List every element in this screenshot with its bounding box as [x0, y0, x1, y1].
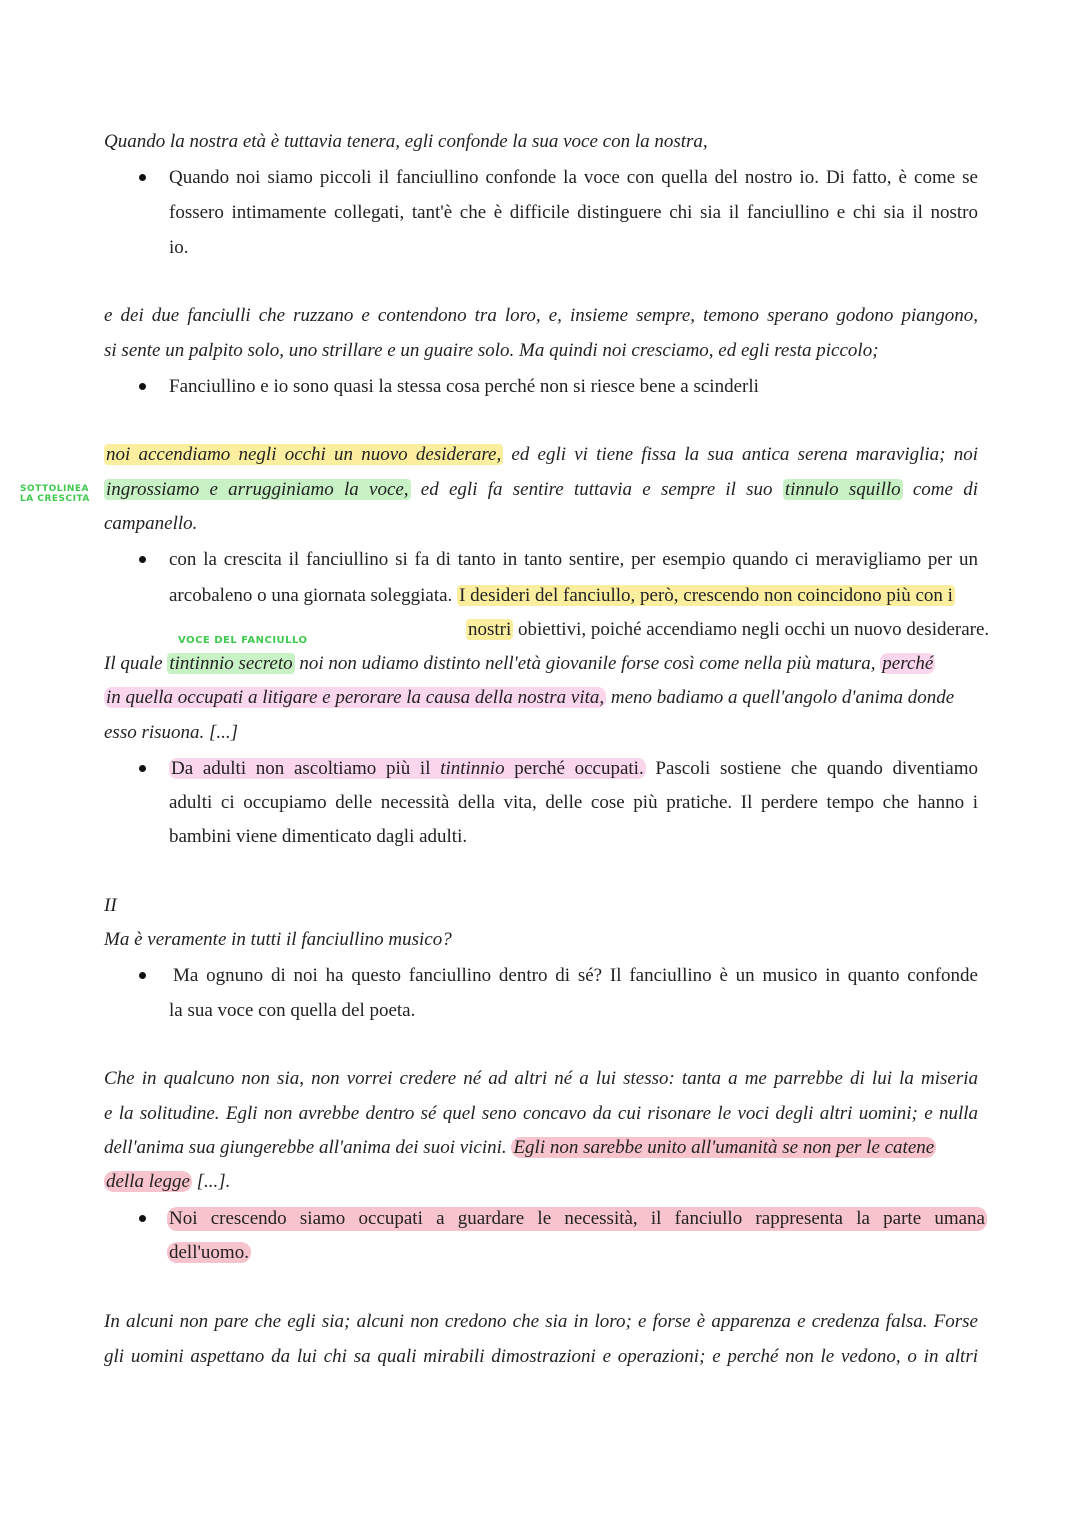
highlight-yellow: noi accendiamo negli occhi un nuovo desiderare, [106, 444, 502, 465]
highlight-green: ingrossiamo e arrugginiamo la voce, [106, 479, 409, 500]
bullet-text: la sua voce con quella del poeta. [169, 1000, 416, 1021]
bullet-text: Quando noi siamo piccoli il fanciullino confonde la voce con quella del nostro io. Di fatto, è come se [169, 167, 978, 188]
highlight-pink: Da adulti non ascoltiamo più il tintinnio perché occupati. [171, 758, 644, 779]
bullet-text: con la crescita il fanciullino si fa di tanto in tanto sentire, per esempio quando ci meravigliamo per un [169, 549, 978, 570]
margin-note: SOTTOLINEA LA CRESCITA [20, 484, 90, 504]
quote-text: Il quale tintinnio secreto noi non udiamo distinto nell'età giovanile forse così come nella più matura, perché [104, 653, 934, 674]
bullet-text: io. [169, 237, 189, 258]
bullet-text: fossero intimamente collegati, tant'è che è difficile distinguere chi sia il fanciullino e chi sia il nostro [169, 202, 978, 223]
quote-text: campanello. [104, 513, 198, 534]
quote-text: ingrossiamo e arrugginiamo la voce, ed egli fa sentire tuttavia e sempre il suo tinnulo squillo come di [106, 479, 978, 500]
highlight-red: Egli non sarebbe unito all'umanità se non per le catene [513, 1137, 935, 1158]
highlight-yellow: I desideri del fanciullo, però, crescendo non coincidono più con i [459, 585, 953, 606]
bullet-icon [139, 765, 146, 772]
highlight-yellow: nostri [468, 619, 512, 640]
quote-text: e la solitudine. Egli non avrebbe dentro sé quel seno concavo da cui risonare le voci degli altri uomini; e nulla [104, 1103, 978, 1124]
bullet-icon [139, 383, 146, 390]
quote-text: Ma è veramente in tutti il fanciullino musico? [104, 929, 452, 950]
quote-text: esso risuona. [...] [104, 722, 239, 743]
bullet-text: bambini viene dimenticato dagli adulti. [169, 826, 468, 847]
quote-text: Che in qualcuno non sia, non vorrei credere né ad altri né a lui stesso: tanta a me parrebbe di lui la miseria [104, 1068, 978, 1089]
bullet-icon [139, 556, 146, 563]
bullet-text: nostri obiettivi, poiché accendiamo negli occhi un nuovo desiderare. [468, 619, 990, 640]
bullet-text: Ma ognuno di noi ha questo fanciullino dentro di sé? Il fanciullino è un musico in quanto confonde [173, 965, 978, 986]
quote-text: della legge [...]. [106, 1171, 231, 1192]
bullet-text: arcobaleno o una giornata soleggiata. I desideri del fanciullo, però, crescendo non coincidono più con i [169, 585, 953, 606]
section-number: II [104, 895, 117, 916]
quote-text: e dei due fanciulli che ruzzano e contendono tra loro, e, insieme sempre, temono sperano godono piangono, [104, 305, 978, 326]
bullet-icon [139, 174, 146, 181]
margin-note: VOCE DEL FANCIULLO [178, 635, 308, 646]
highlight-pink: perché [882, 653, 934, 674]
quote-text: Quando la nostra età è tuttavia tenera, egli confonde la sua voce con la nostra, [104, 131, 708, 152]
highlight-red: dell'uomo. [169, 1242, 249, 1263]
bullet-icon [139, 972, 146, 979]
quote-text: noi accendiamo negli occhi un nuovo desiderare, ed egli vi tiene fissa la sua antica serena maraviglia; noi [106, 444, 978, 465]
highlight-pink: in quella occupati a litigare e perorare la causa della nostra vita, [106, 687, 605, 708]
bullet-text: Fanciullino e io sono quasi la stessa cosa perché non si riesce bene a scinderli [169, 376, 759, 397]
bullet-text: Da adulti non ascoltiamo più il tintinnio perché occupati. Pascoli sostiene che quando diventiamo [171, 758, 979, 779]
highlight-green: tintinnio secreto [169, 653, 293, 674]
quote-text: gli uomini aspettano da lui chi sa quali mirabili dimostrazioni e operazioni; e perché non le vedono, o in altri [104, 1346, 978, 1367]
bullet-text [167, 1207, 987, 1231]
bullet-text: adulti ci occupiamo delle necessità della vita, delle cose più pratiche. Il perdere tempo che hanno i [169, 792, 978, 813]
quote-text: si sente un palpito solo, uno strillare e un guaire solo. Ma quindi noi cresciamo, ed egli resta piccolo; [104, 340, 879, 361]
highlight-green: tinnulo squillo [784, 479, 901, 500]
quote-text: In alcuni non pare che egli sia; alcuni non credono che sia in loro; e forse è apparenza e credenza falsa. Forse [104, 1311, 978, 1332]
highlight-red: della legge [106, 1171, 190, 1192]
highlight-red: Noi crescendo siamo occupati a guardare le necessità, il fanciullo rappresenta la parte umana [169, 1208, 985, 1229]
quote-text: dell'anima sua giungerebbe all'anima dei suoi vicini. Egli non sarebbe unito all'umanità se non per le catene [104, 1137, 935, 1158]
quote-text: in quella occupati a litigare e perorare la causa della nostra vita, meno badiamo a quell'angolo d'anima donde [106, 687, 955, 708]
bullet-icon [139, 1215, 146, 1222]
bullet-text [167, 1241, 251, 1265]
